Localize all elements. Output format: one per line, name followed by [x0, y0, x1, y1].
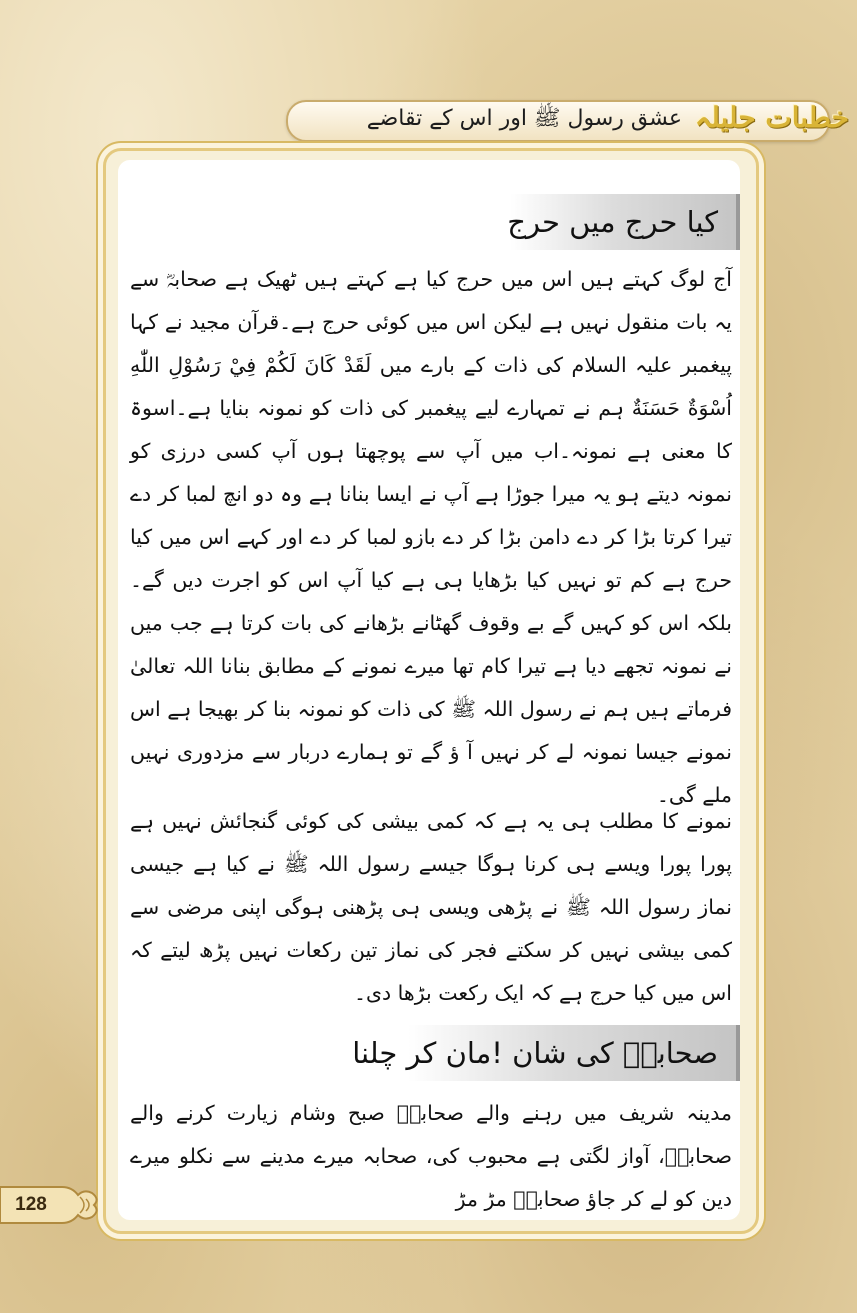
running-header-title: عشق رسول ﷺ اور اس کے تقاضے	[366, 106, 682, 131]
section-heading: صحابہؓ کی شان !مان کر چلنا	[408, 1025, 740, 1081]
body-paragraph: مدینہ شریف میں رہنے والے صحابہؓ صبح وشام زیارت کرنے والے صحابہؓ، آواز لگتی ہے محبوب کی، صحابہ میرے مدینے سے نکلو میرے دین کو لے کر جاؤ صحابہؓ مڑ مڑ	[130, 1101, 732, 1211]
book-logo: خطبات جلیلہ	[694, 101, 849, 134]
section-heading: کیا حرج میں حرج	[510, 194, 740, 250]
page-number: 128	[15, 1194, 47, 1215]
body-paragraph: آج لوگ کہتے ہیں اس میں حرج کیا ہے کہتے ہیں ٹھیک ہے صحابہؓ سے یہ بات منقول نہیں ہے لیکن اس میں کوئی حرج ہے۔قرآن مجید نے کہا پیغمبر علیہ السلام کی ذات کے بارے میں لَقَدْ كَانَ لَكُمْ فِيْ رَسُوْلِ اللّٰهِ اُسْوَةٌ حَسَنَةٌ ہم نے تمہارے لیے پیغمبر کی ذات کو نمونہ بنایا ہے۔اسوۃ کا معنی ہے نمونہ۔اب میں آپ سے پوچھتا ہوں آپ کسی درزی کو نمونہ دیتے ہو یہ میرا جوڑا ہے آپ نے ایسا بنانا ہے وہ دو انچ لمبا کر دے تیرا کرتا بڑا کر دے دامن بڑا کر دے بازو لمبا کر دے اور کہے اس میں کیا حرج ہے کم تو نہیں کیا بڑھایا ہی ہے کیا آپ اس کو اجرت دیں گے۔ بلکہ اس کو کہیں گے بے وقوف گھٹانے بڑھانے کی بات کرتا ہے جب میں نے نمونہ تجھے دیا ہے تیرا کام تھا میرے نمونے کے مطابق بنانا اللہ تعالیٰ فرماتے ہیں ہم نے رسول اللہ ﷺ کی ذات کو نمونہ بنا کر بھیجا ہے اس نمونے جیسا نمونہ لے کر نہیں آ ؤ گے تو ہمارے دربار سے مزدوری نہیں ملے گی۔	[130, 267, 732, 807]
body-paragraph: نمونے کا مطلب ہی یہ ہے کہ کمی بیشی کی کوئی گنجائش نہیں ہے پورا پورا ویسے ہی کرنا ہوگا جیسے رسول اللہ ﷺ نے کیا ہے جیسی نماز رسول اللہ ﷺ نے پڑھی ویسی ہی پڑھنی ہوگی اپنی مرضی سے کمی بیشی نہیں کر سکتے فجر کی نماز تین رکعات نہیں پڑھ لیتے کہ اس میں کیا حرج ہے کہ ایک رکعت بڑھا دی۔	[130, 809, 732, 1005]
